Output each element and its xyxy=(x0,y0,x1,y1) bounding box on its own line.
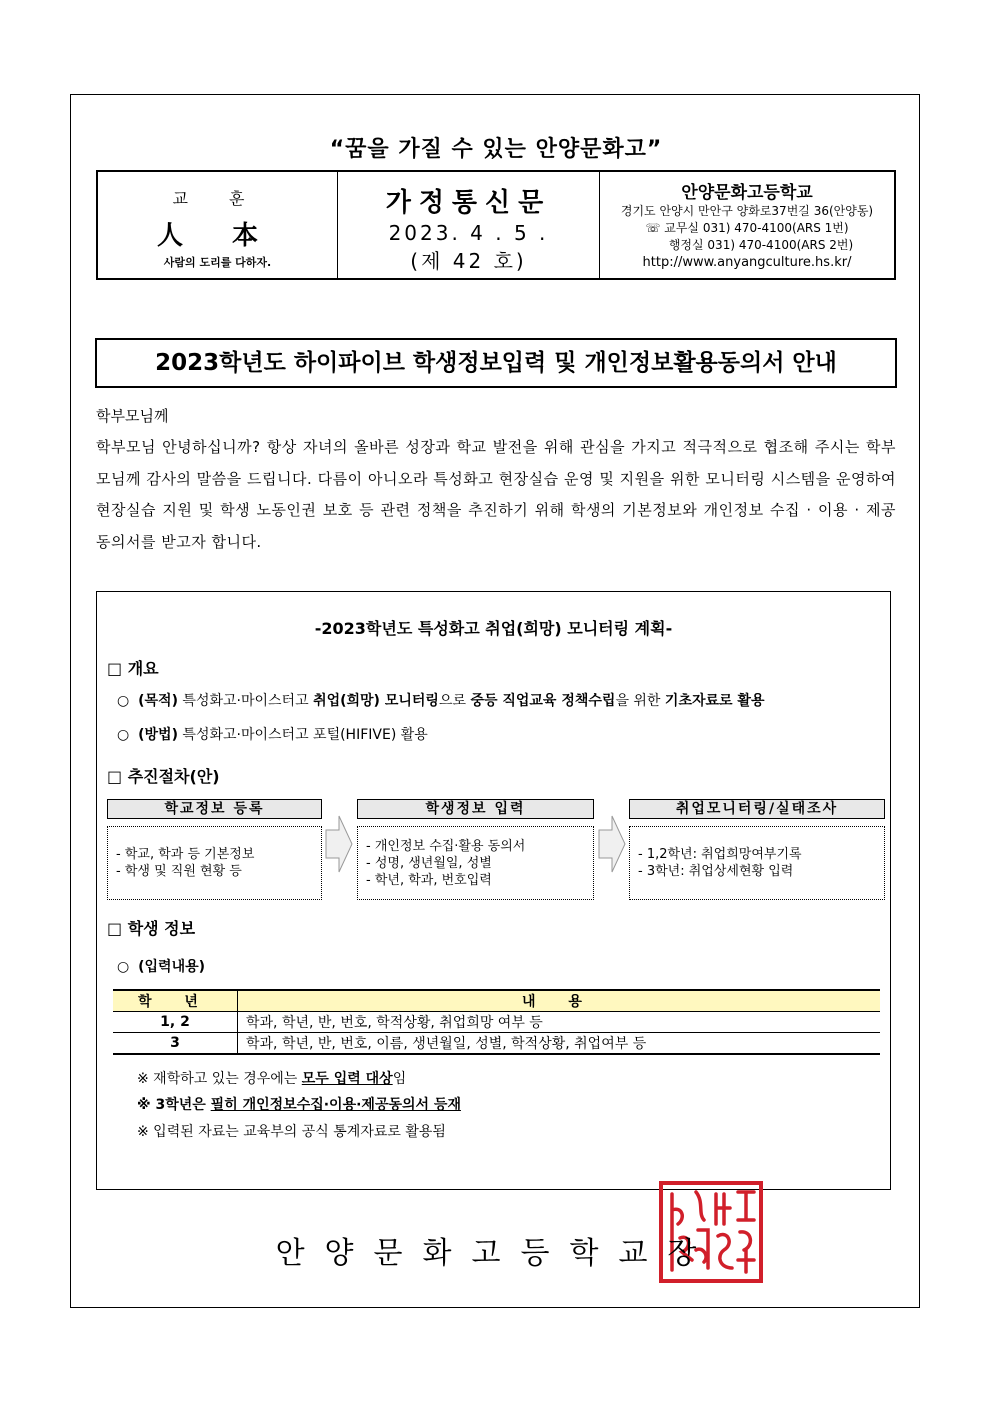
doc-date: 2023. 4 . 5 . xyxy=(388,221,549,245)
doc-issue: (제 42 호) xyxy=(410,249,527,273)
student-info-table xyxy=(113,989,880,1055)
bullet-purpose-text6: 기초자료로 활용 xyxy=(664,693,765,709)
creed-title: 人 本 xyxy=(156,221,279,251)
section-student-info: □ 학생 정보 xyxy=(107,919,196,938)
note-2-a: ※ 3학년은 xyxy=(137,1097,211,1113)
plan-title: -2023학년도 특성화고 취업(희망) 모니터링 계획- xyxy=(314,619,673,638)
step-3-line-2: - 3학년: 취업상세현황 입력 xyxy=(638,864,794,879)
step-2-line-1: - 개인정보 수집·활용 동의서 xyxy=(366,838,526,854)
creed-label: 교 훈 xyxy=(172,189,263,208)
row-grade: 3 xyxy=(113,1033,238,1055)
step-head-1: 학교정보 등록 xyxy=(107,799,322,819)
school-principal: 안양문화고등학교장 xyxy=(275,1236,717,1271)
step-2-line-2: - 성명, 생년월일, 성별 xyxy=(366,855,492,871)
school-phone-admin: 행정실 031) 470-4100(ARS 2번) xyxy=(668,238,854,252)
table-header-row xyxy=(113,990,880,1012)
bullet-method-text: 특성화고·마이스터고 포털(HIFIVE) 활용 xyxy=(177,727,428,743)
step-head-3: 취업모니터링/실태조사 xyxy=(629,799,885,819)
row-content: 학과, 학년, 반, 번호, 이름, 생년월일, 성별, 학적상황, 취업여부 등 xyxy=(238,1033,881,1055)
bullet-input: ○ (입력내용) xyxy=(117,959,206,975)
school-motto: “꿈을 가질 수 있는 안양문화고” xyxy=(329,137,663,162)
note-1 xyxy=(137,1068,406,1088)
step-1-line-1: - 학교, 학과 등 기본정보 xyxy=(116,847,255,862)
note-1-c: 임 xyxy=(392,1071,407,1087)
table-row xyxy=(113,1012,880,1033)
bullet-purpose-text4: 중등 직업교육 정책수립 xyxy=(470,693,616,709)
plan-box xyxy=(96,591,891,1190)
body-paragraph: 학부모님 안녕하십니까? 항상 자녀의 올바른 성장과 학교 발전을 위해 관심을 가지고 적극적으로 협조해 주시는 학부모님께 감사의 말씀을 드립니다. 다름이 아니오라 특성화고 현장실습 운영 및 지원을 위한 모니터링 시스템을 운영하여 현장실습 지원 및 학생 노동인권 보호 등 관련 정책을 추진하기 위해 학생의 기본정보와 개인정보 수집 · 이용 · 제공 동의서를 받고자 합니다. xyxy=(96,438,896,551)
step-1-line-2: - 학생 및 직원 현황 등 xyxy=(116,864,242,879)
row-content: 학과, 학년, 반, 번호, 학적상황, 취업희망 여부 등 xyxy=(238,1012,881,1033)
note-1-b: 모두 입력 대상 xyxy=(301,1071,393,1087)
bullet-purpose-text5: 을 위한 xyxy=(615,693,665,709)
school-info-cell xyxy=(600,172,894,278)
school-url[interactable]: http://www.anyangculture.hs.kr/ xyxy=(642,255,852,270)
header-content: 내 용 xyxy=(238,990,881,1012)
row-grade: 1, 2 xyxy=(113,1012,238,1033)
note-3: ※ 입력된 자료는 교육부의 공식 통계자료로 활용됨 xyxy=(137,1124,446,1140)
note-2-b: 필히 개인정보수집·이용·제공동의서 등재 xyxy=(210,1097,461,1113)
table-row xyxy=(113,1033,880,1055)
section-overview: □ 개요 xyxy=(107,659,159,678)
bullet-purpose-text1: 특성화고·마이스터고 xyxy=(177,693,314,709)
doc-title: 가정통신문 xyxy=(385,188,552,218)
step-body-3 xyxy=(629,826,885,900)
arrow-right-icon xyxy=(325,814,353,874)
doc-info-cell xyxy=(338,172,600,278)
section-procedure: □ 추진절차(안) xyxy=(107,767,220,786)
bullet-purpose-tag: (목적) xyxy=(138,693,178,709)
letter-header xyxy=(96,170,896,280)
bullet-purpose-text2: 취업(희망) 모니터링 xyxy=(313,693,439,709)
school-phone-office: ☏ 교무실 031) 470-4100(ARS 1번) xyxy=(645,221,849,235)
step-2-line-3: - 학년, 학과, 번호입력 xyxy=(366,872,492,888)
step-head-2: 학생정보 입력 xyxy=(357,799,594,819)
step-body-2 xyxy=(357,826,594,900)
bullet-method-tag: (방법) xyxy=(138,727,178,743)
bullet-purpose: ○ (목적) 특성화고·마이스터고 취업(희망) 모니터링으로 중등 직업교육 정책수립을 위한 기초자료로 활용 xyxy=(117,693,765,709)
bullet-purpose-text3: 으로 xyxy=(438,693,471,709)
salutation: 학부모님께 xyxy=(96,407,169,425)
note-2 xyxy=(137,1094,461,1114)
notice-title: 2023학년도 하이파이브 학생정보입력 및 개인정보활용동의서 안내 xyxy=(95,338,897,388)
header-grade: 학 년 xyxy=(113,990,238,1012)
bullet-input-label: (입력내용) xyxy=(138,959,206,975)
bullet-method: ○ (방법) 특성화고·마이스터고 포털(HIFIVE) 활용 xyxy=(117,727,428,743)
step-body-1 xyxy=(107,826,322,900)
school-name: 안양문화고등학교 xyxy=(681,183,813,203)
step-3-line-1: - 1,2학년: 취업희망여부기록 xyxy=(638,847,802,862)
creed-subtitle: 사람의 도리를 다하자. xyxy=(163,256,272,269)
note-1-a: ※ 재학하고 있는 경우에는 xyxy=(137,1071,302,1087)
arrow-right-icon xyxy=(598,814,626,874)
creed-cell xyxy=(98,172,338,278)
school-address: 경기도 안양시 만안구 양화로37번길 36(안양동) xyxy=(620,204,874,218)
